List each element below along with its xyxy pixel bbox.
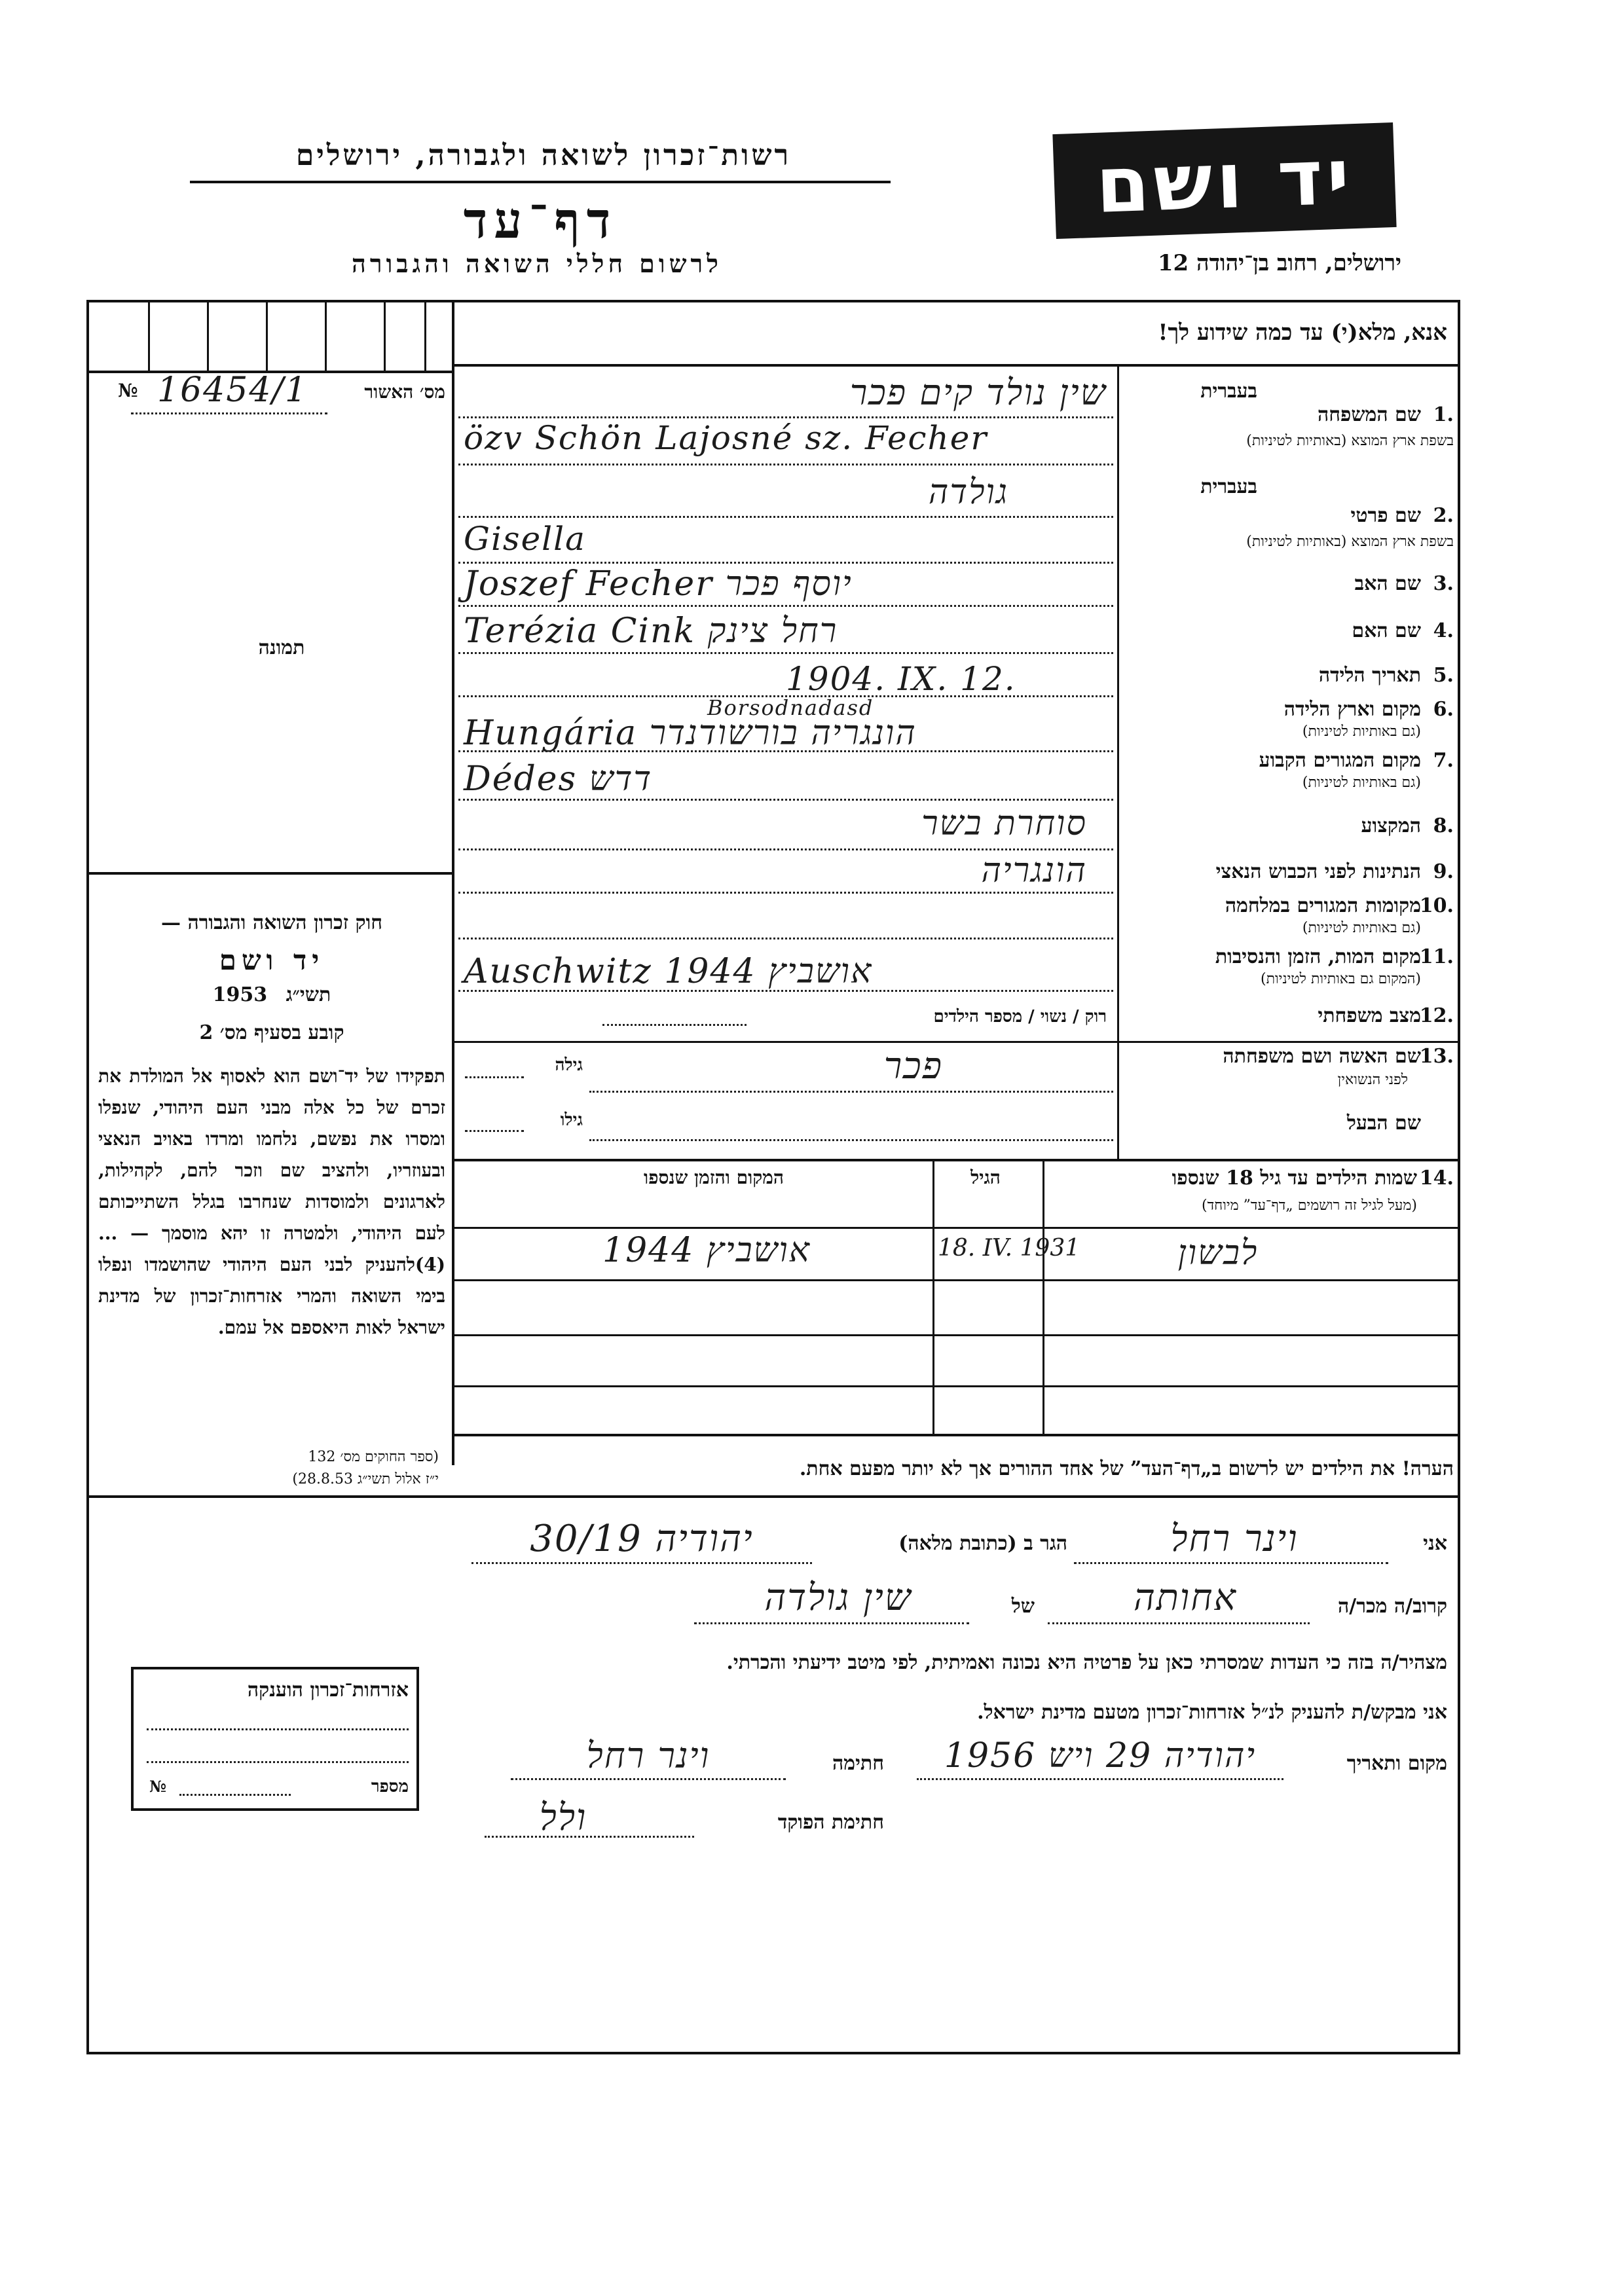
birth-place-value: Hungária הונגריה בורשודנדר [464, 714, 917, 753]
field-death-details [1124, 943, 1454, 989]
law-year [98, 983, 445, 1006]
field-note: (המקום גם באותיות לטיניות) [1261, 971, 1421, 987]
field-label: מקום המות, הזמן והנסיבות [1215, 945, 1421, 968]
officer-signature-value: ולל [539, 1796, 587, 1839]
child-place-time: 1944 אושביץ [602, 1231, 811, 1270]
field-label: המקצוע [1361, 814, 1421, 837]
intro-underline [454, 364, 1460, 367]
first-name-latin-value: Gisella [464, 520, 586, 558]
field-wife-name [1124, 1042, 1454, 1095]
lang-latin-label: בשפת ארץ המוצא (באותיות לטיניות) [1246, 433, 1454, 449]
field-label: שם האב [1354, 572, 1421, 595]
law-body: תפקידו של יד־ושם הוא לאסוף אל המולדת את זכרם של כל אלה מבני העם היהודי, שנפלו ומסרו את נפשם, נלחמו ומרדו באויב הנאצי ובעוזריו, ולהציב שם וזכר להם, לקהילות, לארגונים ולמוסדות שנחרבו בגלל השתייכותם לעם היהודי, ולמטרה זו יהא מוסמך — ...(4)להעניק לבני העם היהודי שהושמדו ונפלו בימי השואה והמרי אזרחות־זכרון של מדינת ישראל לאות היאספם אל עמם. [98, 1065, 445, 1338]
field-number: 9. [1433, 860, 1454, 883]
field-label: הנתינות לפני הכבוש הנאצי [1215, 860, 1421, 883]
children-place-header: המקום והזמן שנספו [644, 1167, 784, 1188]
photo-label: תמונה [258, 636, 305, 659]
citizenship-no-mark: № [149, 1777, 167, 1796]
field-number: 12. [1419, 1004, 1454, 1027]
field-label: שם המשפחה [1317, 403, 1421, 426]
wife-name-value: פכר [883, 1045, 943, 1087]
relation-value: אחותה [1133, 1576, 1238, 1619]
officer-signature-label: חתימת הפוקד [777, 1811, 884, 1834]
husband-age-label: גילו [560, 1110, 583, 1130]
field-number: 1. [1433, 403, 1454, 426]
signature-label: חתימה [832, 1752, 884, 1775]
field-number: 6. [1433, 698, 1454, 721]
record-number-value: 16454/1 [157, 371, 308, 410]
law-year-hebrew: תשי״ג [286, 983, 331, 1006]
citizenship-value: הונגריה [981, 851, 1087, 890]
field-birth-place [1124, 695, 1454, 741]
law-year-number: 1953 [212, 983, 268, 1006]
field-profession [1124, 812, 1454, 851]
surname-latin-value: özv Schön Lajosné sz. Fecher [464, 419, 988, 457]
field-number: 11. [1419, 945, 1454, 968]
field-label: שם פרטי [1350, 504, 1421, 527]
record-boxes [89, 302, 452, 374]
declarant-name: וינר רחל [1170, 1518, 1299, 1560]
statement-accuracy: מצהיר/ה בזה כי העדות שמסרתי כאן על פרטיה היא נכונה ואמיתית, לפי מיטב ידיעתי והכרתי. [726, 1651, 1447, 1674]
yad-vashem-logo [1052, 122, 1396, 239]
birth-date-value: 1904. IX. 12. [786, 660, 1016, 698]
field-number: 4. [1433, 619, 1454, 642]
field-label: שם האשה ושם משפחתה [1223, 1045, 1421, 1068]
form-subtitle: לרשום חללי השואה והגבורה [352, 249, 722, 278]
residence-value: Dédes דדש [464, 759, 653, 799]
children-header [1048, 1165, 1454, 1224]
children-age-header: הגיל [970, 1167, 1001, 1188]
address: ירושלים, רחוב בן־יהודה 12 [1157, 250, 1401, 276]
logo-text: יד ושם [1094, 131, 1355, 230]
marital-status-options: רוק / נשוי / מספר הילדים [933, 1007, 1107, 1027]
father-name-value: Joszef Fecher יוסף פכר [464, 564, 853, 604]
field-mother-name [1124, 617, 1454, 656]
law-clause: קובע בסעיף מס׳ 2 [199, 1021, 344, 1044]
field-father-name [1124, 570, 1454, 609]
record-no-mark: № [118, 380, 138, 401]
of-label: של [1011, 1595, 1035, 1618]
field-residence [1124, 746, 1454, 792]
citizenship-number-label: מספר [371, 1777, 409, 1796]
field-husband-name [1124, 1106, 1454, 1146]
lang-latin-label: בשפת ארץ המוצא (באותיות לטיניות) [1246, 534, 1454, 550]
field-number: 8. [1433, 814, 1454, 837]
child-age: 18. IV. 1931 [938, 1235, 1080, 1262]
place-date-value: יהודיה 29 ויש 1956 [944, 1736, 1257, 1776]
law-logo: יד ושם [219, 944, 325, 976]
field-number: 14. [1419, 1167, 1454, 1190]
field-number: 3. [1433, 572, 1454, 595]
field-citizenship [1124, 858, 1454, 897]
declarant-address: יהודיה 30/19 [530, 1518, 754, 1560]
of-name: שין גולדה [764, 1576, 912, 1619]
field-note: (גם באותיות לטיניות) [1302, 774, 1421, 791]
place-date-label: מקום ותאריך [1346, 1752, 1447, 1775]
field-wartime-residence [1124, 892, 1454, 938]
institution-underline [190, 181, 891, 183]
record-number-line [131, 412, 327, 414]
profession-value: סוחרת בשר [921, 804, 1087, 843]
first-name-hebrew-value: גולדה [928, 473, 1008, 512]
signature-value: וינר רחל [586, 1735, 710, 1776]
field-number: 7. [1433, 749, 1454, 772]
relation-label: קרוב/ה מכר/ה [1338, 1595, 1447, 1618]
birth-place-extra: Borsodnadasd [707, 695, 874, 720]
field-number: 5. [1433, 664, 1454, 687]
statement-request: אני מבקש/ת להעניק לנ״ל אזרחות־זכרון מטעם מדינת ישראל. [977, 1701, 1447, 1724]
field-label: מקומות המגורים במלחמה [1225, 894, 1421, 917]
children-note: (מעל לגיל זה רושמים „דף־עד” מיוחד) [1202, 1197, 1417, 1214]
citizenship-box [131, 1667, 419, 1811]
law-heading: חוק זכרון השואה והגבורה — [161, 911, 382, 934]
intro-text: אנא, מלא(י) עד כמה שידוע לך! [1158, 319, 1447, 346]
remark-text: הערה! את הילדים יש לרשום ב„דף־העד” של אחד ההורים אך לא יותר מפעם אחת. [799, 1457, 1454, 1480]
field-marital-status [1124, 1002, 1454, 1041]
address-label: הגר ב (כתובת מלאה) [898, 1532, 1067, 1555]
lang-hebrew-label: בעברית [1200, 380, 1257, 403]
mother-name-value: Terézia Cink רחל צינק [464, 611, 838, 651]
child-name: לבשון [1177, 1233, 1259, 1273]
institution-name: רשות־זכרון לשואה ולגבורה, ירושלים [295, 139, 792, 172]
field-note: (גם באותיות לטיניות) [1302, 723, 1421, 740]
field-label: שם האם [1352, 619, 1421, 642]
field-surname [1124, 380, 1454, 458]
declarant-label: אני [1423, 1532, 1447, 1555]
death-details-value: Auschwitz 1944 אושביץ [464, 952, 873, 991]
wife-age-label: גילה [555, 1055, 583, 1075]
children-label: שמות הילדים עד גיל 18 שנספו [1172, 1167, 1417, 1190]
law-source-date: י״ז אלול תשי״ג 28.8.53) [292, 1471, 439, 1487]
field-number: 2. [1433, 504, 1454, 527]
surname-hebrew-value: שין נולד קים פכר [849, 372, 1107, 413]
field-label: שם הבעל [1346, 1112, 1421, 1135]
law-source: (ספר החוקים מס׳ 132 [308, 1449, 439, 1465]
field-note: (גם באותיות לטיניות) [1302, 920, 1421, 936]
field-birth-date [1124, 661, 1454, 701]
field-number: 10. [1419, 894, 1454, 917]
field-number: 13. [1419, 1045, 1454, 1068]
photo-area-bottom [89, 872, 452, 875]
field-note: לפני הנשואין [1337, 1072, 1408, 1088]
field-first-name [1124, 475, 1454, 554]
record-number-row [111, 371, 445, 414]
field-label: תאריך הלידה [1318, 664, 1421, 687]
lang-hebrew-label: בעברית [1200, 475, 1257, 498]
field-label: מקום המגורים הקבוע [1259, 749, 1421, 772]
record-number-label: מס׳ האשור [364, 381, 445, 403]
form-title: דף־עד [463, 191, 618, 249]
field-label: מצב משפחתי [1318, 1004, 1421, 1027]
citizenship-box-title: אזרחות־זכרון הוענקה [247, 1679, 409, 1702]
field-label: מקום וארץ הלידה [1283, 698, 1421, 721]
